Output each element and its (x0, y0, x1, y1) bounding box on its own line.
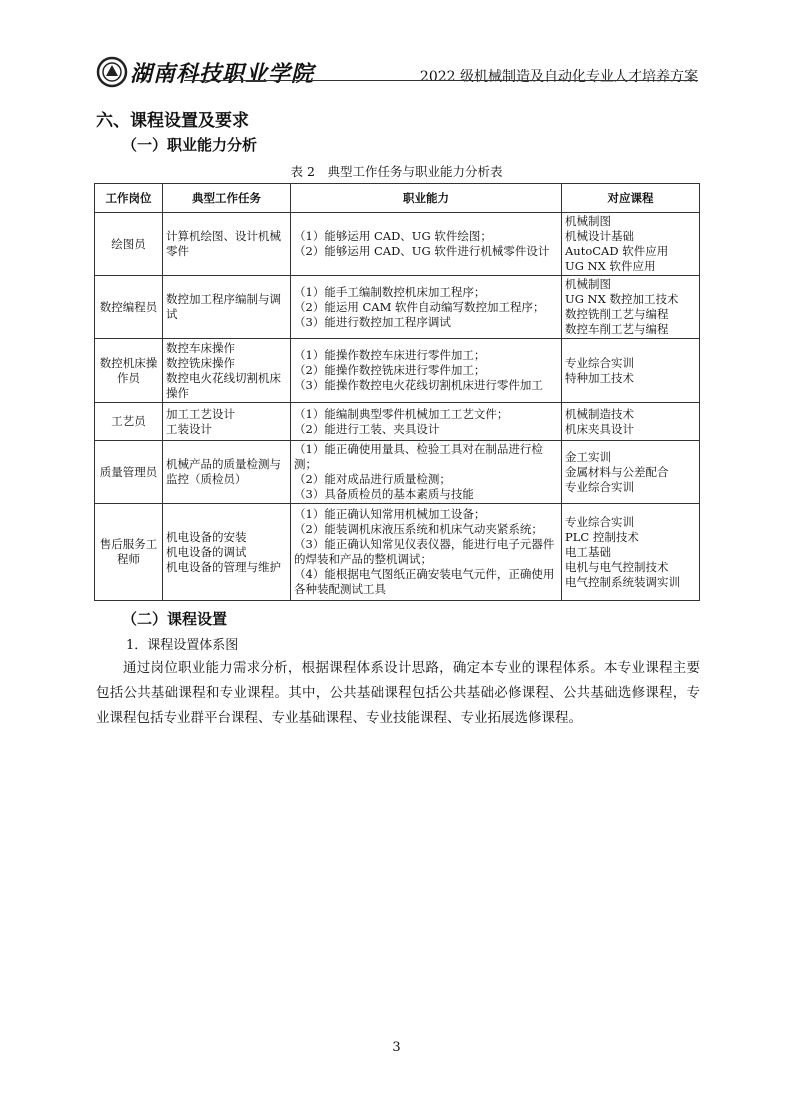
post-cell: 数控编程员 (95, 276, 163, 339)
tasks-cell: 计算机绘图、设计机械零件 (163, 213, 291, 276)
tasks-cell: 机电设备的安装 机电设备的调试 机电设备的管理与维护 (163, 504, 291, 601)
school-name: 湖南科技职业学院 (130, 61, 315, 87)
post-cell: 质量管理员 (95, 441, 163, 504)
post-cell: 工艺员 (95, 403, 163, 441)
document-title: 2022 级机械制造及自动化专业人才培养方案 (419, 69, 698, 85)
table-caption: 表 2 典型工作任务与职业能力分析表 (290, 164, 503, 179)
body-paragraph: 通过岗位职业能力需求分析，根据课程体系设计思路，确定本专业的课程体系。本专业课程主要包括公共基础课程和专业课程。其中，公共基础课程包括公共基础必修课程、公共基础选修课程，专业课程包括专业群平台课程、专业基础课程、专业技能课程、专业拓展选修课程。 (96, 660, 700, 726)
courses-cell: 专业综合实训 特种加工技术 (562, 339, 700, 403)
tasks-cell: 数控车床操作 数控铣床操作 数控电火花线切割机床操作 (163, 339, 291, 403)
table-row (95, 403, 700, 441)
item-heading: 1．课程设置体系图 (126, 638, 239, 653)
subsection-title-courses: （二）课程设置 (122, 610, 228, 628)
table-row (95, 213, 700, 276)
table-row (95, 441, 700, 504)
post-cell: 数控机床操作员 (95, 339, 163, 403)
header-rule (184, 80, 698, 81)
courses-cell: 专业综合实训 PLC 控制技术 电工基础 电机与电气控制技术 电气控制系统装调实训 (562, 504, 700, 601)
page-header (96, 52, 698, 90)
table-row (95, 339, 700, 403)
table-row (95, 504, 700, 601)
header-courses: 对应课程 (562, 184, 700, 213)
abilities-cell: （1）能正确使用量具、检验工具对在制品进行检测； （2）能对成品进行质量检测； （3）具备质检员的基本素质与技能 (291, 441, 562, 504)
tasks-cell: 机械产品的质量检测与监控（质检员） (163, 441, 291, 504)
abilities-cell: （1）能编制典型零件机械加工工艺文件； （2）能进行工装、夹具设计 (291, 403, 562, 441)
post-cell: 绘图员 (95, 213, 163, 276)
header-post: 工作岗位 (95, 184, 163, 213)
header-tasks: 典型工作任务 (163, 184, 291, 213)
subsection-title-ability: （一）职业能力分析 (122, 136, 258, 154)
page-number: 3 (392, 1040, 401, 1055)
header-abilities: 职业能力 (291, 184, 562, 213)
abilities-cell: （1）能够运用 CAD、UG 软件绘图； （2）能够运用 CAD、UG 软件进行机械零件设计 (291, 213, 562, 276)
table-row (95, 276, 700, 339)
courses-cell: 金工实训 金属材料与公差配合 专业综合实训 (562, 441, 700, 504)
abilities-cell: （1）能手工编制数控机床加工程序； （2）能运用 CAM 软件自动编写数控加工程序； （3）能进行数控加工程序调试 (291, 276, 562, 339)
tasks-cell: 数控加工程序编制与调试 (163, 276, 291, 339)
ability-table (94, 183, 700, 601)
school-emblem-icon (96, 56, 128, 88)
abilities-cell: （1）能正确认知常用机械加工设备； （2）能装调机床液压系统和机床气动夹紧系统； （3）能正确认知常见仪表仪器，能进行电子元器件的焊装和产品的整机调试； （4）能根据电气图纸正确安装电气元件，正确使用各种装配测试工具 (291, 504, 562, 601)
courses-cell: 机械制造技术 机床夹具设计 (562, 403, 700, 441)
section-title: 六、课程设置及要求 (96, 111, 249, 131)
post-cell: 售后服务工程师 (95, 504, 163, 601)
table-header-row (95, 184, 700, 213)
courses-cell: 机械制图 机械设计基础 AutoCAD 软件应用 UG NX 软件应用 (562, 213, 700, 276)
abilities-cell: （1）能操作数控车床进行零件加工； （2）能操作数控铣床进行零件加工； （3）能操作数控电火花线切割机床进行零件加工 (291, 339, 562, 403)
tasks-cell: 加工工艺设计 工装设计 (163, 403, 291, 441)
courses-cell: 机械制图 UG NX 数控加工技术 数控铣削工艺与编程 数控车削工艺与编程 (562, 276, 700, 339)
